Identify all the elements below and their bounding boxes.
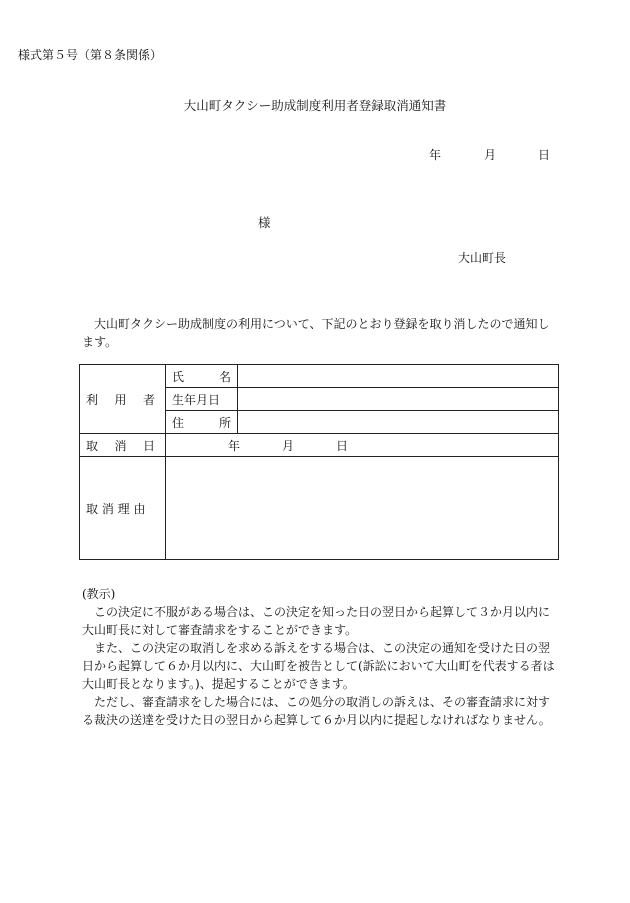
- birthdate-label: 生年月日: [166, 388, 238, 411]
- reason-label: 取 消 理 由: [80, 457, 166, 560]
- reason-value-field[interactable]: [166, 457, 559, 560]
- address-value-field[interactable]: [238, 411, 559, 434]
- cancel-date-label: 取 消 日: [80, 434, 166, 457]
- date-month-label: 月: [484, 148, 497, 162]
- user-label: 利 用 者: [80, 365, 166, 434]
- address-label: 住 所: [166, 411, 238, 434]
- body-paragraph: 大山町タクシー助成制度の利用について、下記のとおり登録を取り消したので通知します。: [82, 317, 550, 349]
- name-value-field[interactable]: [238, 365, 559, 388]
- notice-paragraph: この決定に不服がある場合は、この決定を知った日の翌日から起算して３か月以内に大山町長に対して審査請求をすることができます。: [82, 605, 551, 637]
- notice-paragraph: ただし、審査請求をした場合には、この処分の取消しの訴えは、その審査請求に対する裁決の送達を受けた日の翌日から起算して６か月以内に提起しなければなりません。: [82, 695, 551, 727]
- cancel-date-value[interactable]: 年 月 日: [166, 434, 559, 457]
- body-text: [82, 315, 560, 351]
- form-number: 様式第５号（第８条関係）: [18, 48, 163, 62]
- date-year-label: 年: [429, 148, 442, 162]
- issue-date: [429, 146, 550, 163]
- notice-paragraph: また、この決定の取消しを求める訴えをする場合は、この決定の通知を受けた日の翌日から起算して６か月以内に、大山町を被告として(訴訟において大山町を代表する者は大山町長となります。)、提起することができます。: [82, 641, 555, 691]
- birthdate-value-field[interactable]: [238, 388, 559, 411]
- name-label: 氏 名: [166, 365, 238, 388]
- issuer-name: 大山町長: [458, 251, 507, 265]
- date-day-label: 日: [538, 148, 551, 162]
- notice-label: (教示): [82, 587, 116, 601]
- instruction-notice: [82, 585, 560, 729]
- cancellation-record-table: [79, 364, 559, 560]
- document-title: 大山町タクシー助成制度利用者登録取消通知書: [183, 98, 447, 113]
- addressee-suffix: 様: [258, 215, 271, 230]
